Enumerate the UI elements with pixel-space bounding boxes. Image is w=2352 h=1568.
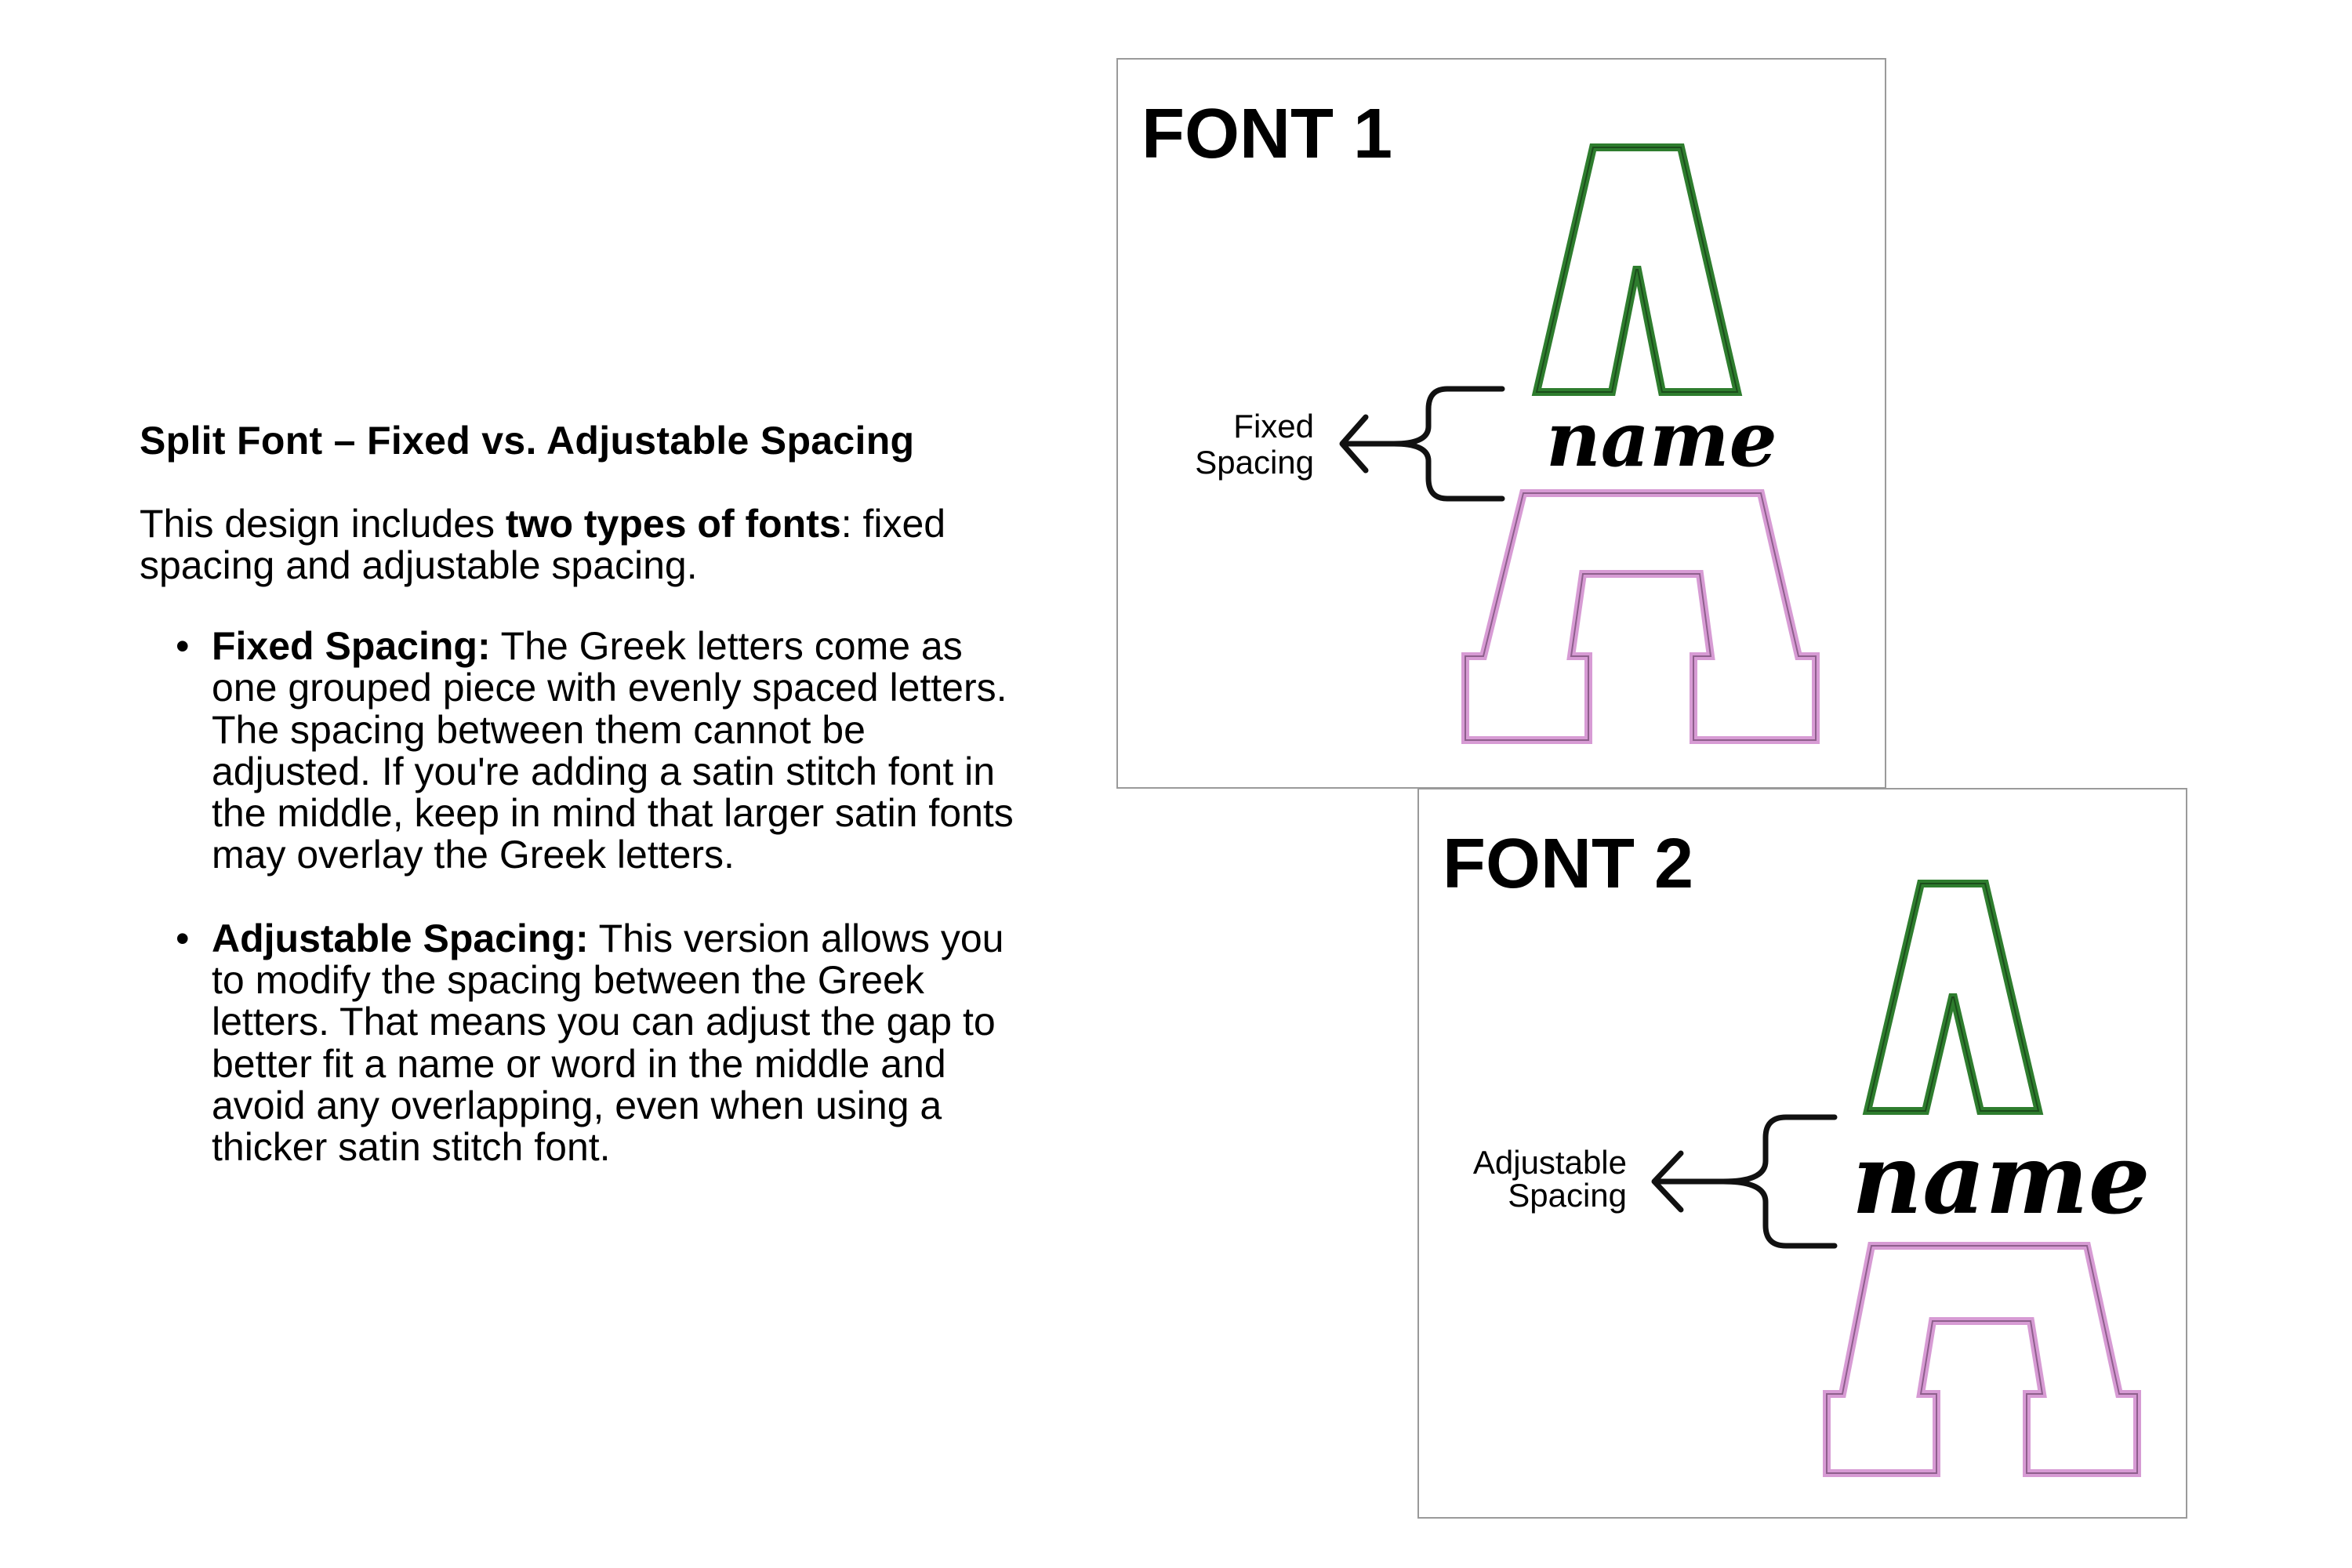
spacing-label-line1: Fixed <box>1233 408 1314 445</box>
spacing-label-line1: Adjustable <box>1472 1144 1627 1181</box>
intro-after: : fixed spacing and adjustable spacing. <box>140 502 946 587</box>
font-2-panel <box>1417 788 2187 1519</box>
bullet-title: Fixed Spacing: <box>212 624 491 668</box>
panel-title: FONT 2 <box>1443 825 1694 903</box>
bullet-list <box>140 626 1033 1169</box>
intro-bold: two types of fonts <box>505 502 841 546</box>
name-text: name <box>1546 395 1777 484</box>
description-block <box>140 417 1033 1210</box>
intro-paragraph <box>140 503 1033 586</box>
top-greek-letter-icon <box>1867 884 2038 1111</box>
arrow-left-icon <box>1342 417 1394 470</box>
bullet-dot-icon: • <box>176 916 190 960</box>
font-1-illustration <box>1118 60 1888 790</box>
curly-brace-icon <box>1394 389 1502 499</box>
bullet-text: The Greek letters come as one grouped piece with evenly spaced letters. The spacing between them cannot be adjusted. If you're adding a satin stitch font in the middle, keep in mind that larger satin fonts may overlay the Greek letters. <box>212 624 1014 877</box>
intro-before: This design includes <box>140 502 506 546</box>
bullet-text: This version allows you to modify the spacing between the Greek letters. That means you can adjust the gap to better fit a name or word in the middle and avoid any overlapping, even when using a thicker satin stitch font. <box>212 916 1004 1170</box>
bullet-fixed-spacing <box>176 624 1033 877</box>
bullet-dot-icon: • <box>176 624 190 668</box>
panel-title: FONT 1 <box>1142 95 1393 173</box>
bottom-greek-letter-icon <box>1465 493 1816 740</box>
arrow-left-icon <box>1654 1153 1723 1210</box>
curly-brace-icon <box>1723 1117 1835 1246</box>
bullet-adjustable-spacing <box>176 916 1033 1170</box>
font-1-panel <box>1116 58 1886 789</box>
name-text: name <box>1852 1123 2151 1236</box>
bottom-greek-letter-icon <box>1827 1246 2137 1473</box>
spacing-label-line2: Spacing <box>1508 1177 1627 1214</box>
spacing-label-line2: Spacing <box>1195 444 1314 481</box>
font-2-illustration <box>1419 789 2189 1520</box>
bullet-title: Adjustable Spacing: <box>212 916 589 960</box>
section-heading: Split Font – Fixed vs. Adjustable Spacing <box>140 419 915 463</box>
top-greek-letter-icon <box>1537 147 1737 392</box>
